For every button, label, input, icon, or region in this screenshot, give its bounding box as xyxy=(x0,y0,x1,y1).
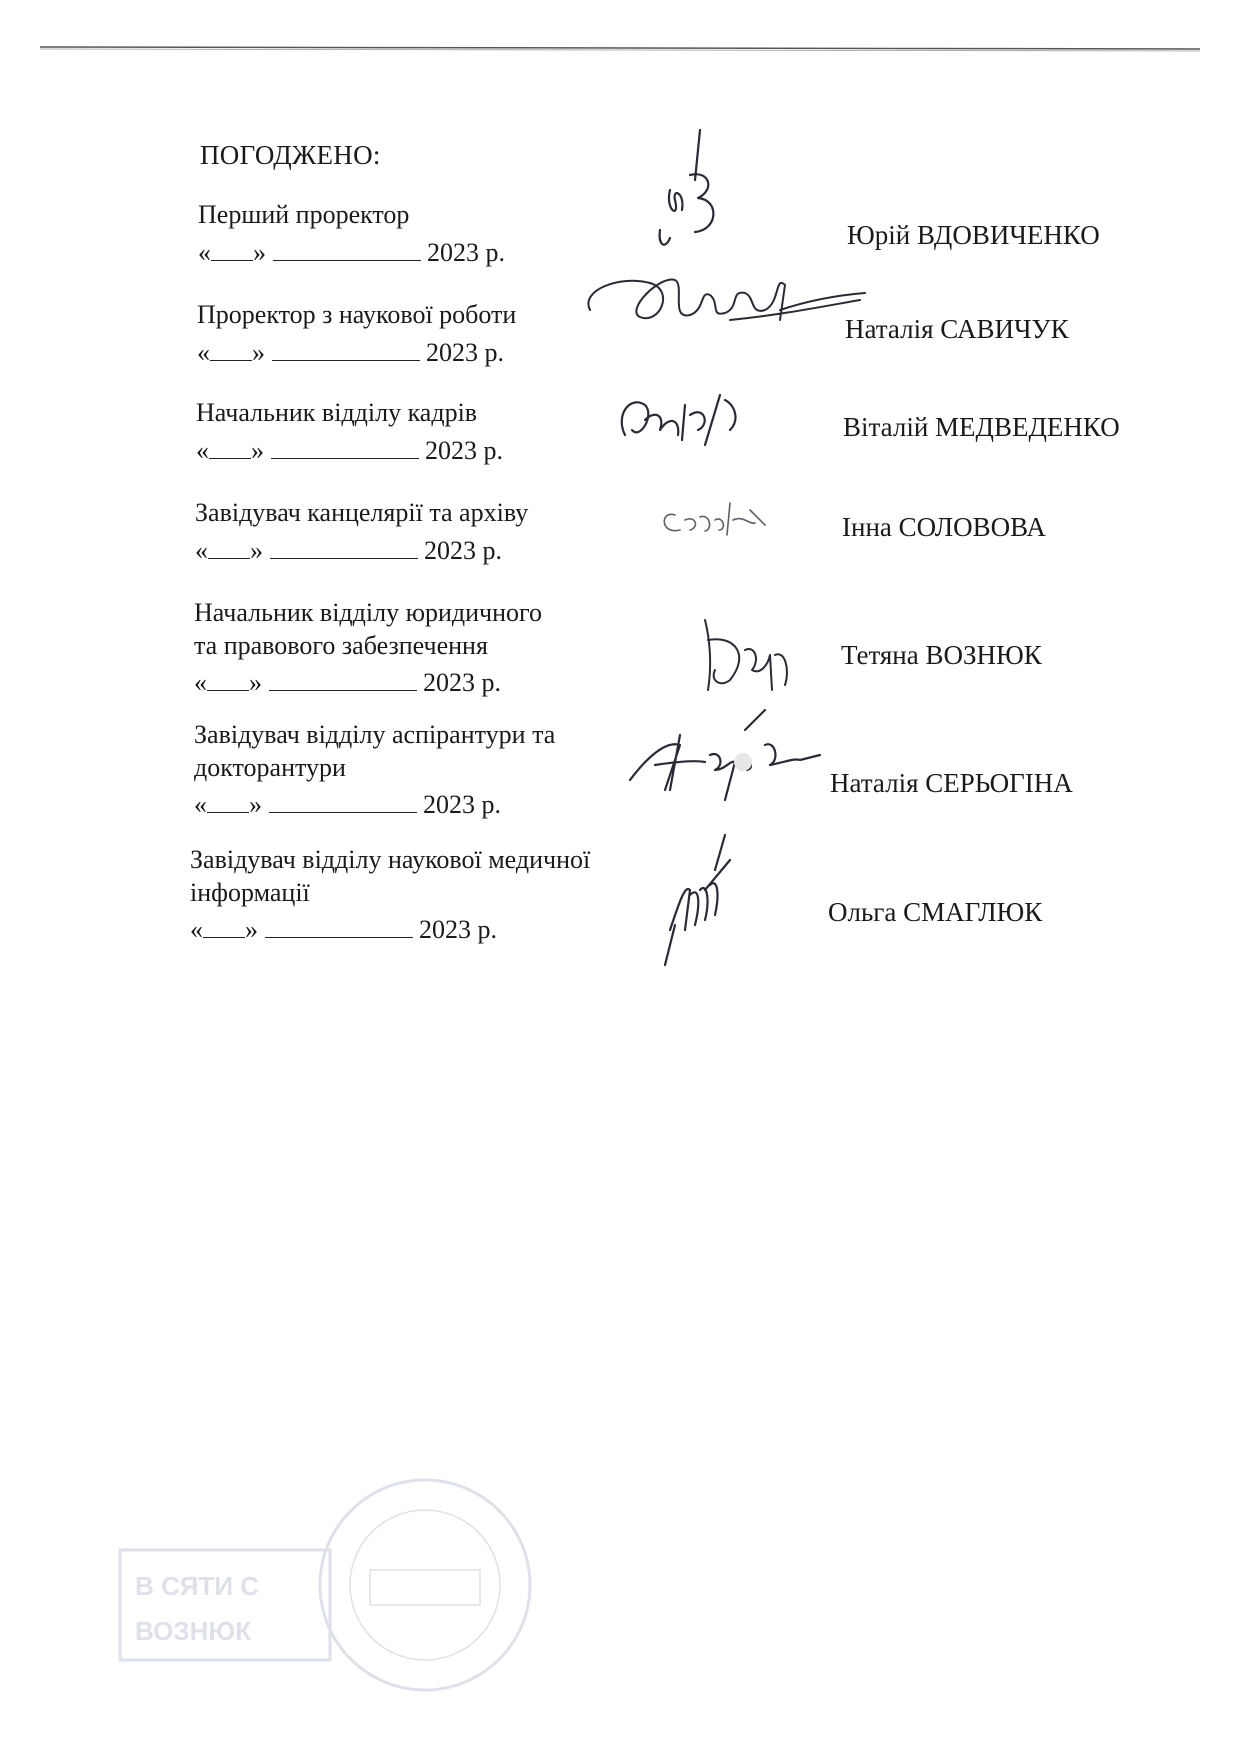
date-open-quote: « xyxy=(196,436,209,465)
signatory-name: Тетяна ВОЗНЮК xyxy=(841,640,1042,670)
signature-smahliuk xyxy=(655,830,745,970)
signatory-name: Юрій ВДОВИЧЕНКО xyxy=(847,220,1100,250)
role-title-line-1: Завідувач відділу наукової медичної xyxy=(190,845,591,874)
signatory-name: Ольга СМАГЛЮК xyxy=(828,897,1043,927)
day-blank xyxy=(210,338,252,361)
date-close-quote: » xyxy=(249,790,262,819)
date-open-quote: « xyxy=(197,338,210,367)
role-title-line-2: та правового забезпечення xyxy=(194,631,488,660)
date-line xyxy=(197,338,504,368)
month-blank xyxy=(272,338,420,361)
round-seal-center xyxy=(370,1570,480,1605)
role-title: Начальник відділу кадрів xyxy=(196,398,478,427)
signatory-name: Інна СОЛОВОВА xyxy=(842,512,1046,542)
date-line xyxy=(195,536,502,566)
stamp-box-line-2: ВОЗНЮК xyxy=(135,1616,252,1646)
signature-savychuk xyxy=(580,255,870,345)
date-year: 2023 р. xyxy=(419,915,497,944)
date-year: 2023 р. xyxy=(424,536,502,565)
role-title-line-1: Завідувач відділу аспірантури та xyxy=(194,720,556,749)
date-close-quote: » xyxy=(252,338,265,367)
date-year: 2023 р. xyxy=(423,790,501,819)
date-year: 2023 р. xyxy=(423,668,501,697)
day-blank xyxy=(209,436,251,459)
role-title-line-2: докторантури xyxy=(194,753,346,782)
role-title: Завідувач канцелярії та архіву xyxy=(195,498,529,527)
date-open-quote: « xyxy=(194,790,207,819)
date-close-quote: » xyxy=(251,436,264,465)
role-title: Перший проректор xyxy=(198,200,410,229)
approval-heading: ПОГОДЖЕНО: xyxy=(200,140,381,170)
date-close-quote: » xyxy=(253,238,266,267)
date-open-quote: « xyxy=(194,668,207,697)
signatory-name: Наталія СЕРЬОГІНА xyxy=(830,768,1073,798)
month-blank xyxy=(269,668,417,691)
date-line xyxy=(194,790,501,820)
day-blank xyxy=(208,536,250,559)
date-line xyxy=(198,238,505,268)
top-border-rule xyxy=(40,44,1200,52)
role-title: Проректор з наукової роботи xyxy=(197,300,517,329)
official-stamp xyxy=(115,1470,595,1710)
month-blank xyxy=(265,915,413,938)
date-line xyxy=(190,915,497,945)
date-line xyxy=(196,436,503,466)
day-blank xyxy=(211,238,253,261)
date-year: 2023 р. xyxy=(426,338,504,367)
date-line xyxy=(194,668,501,698)
signature-vdovychenko xyxy=(640,120,740,260)
month-blank xyxy=(273,238,421,261)
role-title-line-2: інформації xyxy=(190,878,310,907)
role-title-line-1: Начальник відділу юридичного xyxy=(194,598,543,627)
month-blank xyxy=(271,436,419,459)
date-open-quote: « xyxy=(198,238,211,267)
signature-medvedenko xyxy=(610,385,760,460)
round-seal-outer xyxy=(320,1480,530,1690)
stamp-box-line-1: B CЯТИ C xyxy=(135,1571,260,1601)
day-blank xyxy=(207,668,249,691)
month-blank xyxy=(269,790,417,813)
signature-solovova xyxy=(655,495,775,545)
date-close-quote: » xyxy=(250,536,263,565)
round-seal-inner xyxy=(350,1510,500,1660)
date-year: 2023 р. xyxy=(427,238,505,267)
signature-serohina xyxy=(625,700,825,810)
date-year: 2023 р. xyxy=(425,436,503,465)
month-blank xyxy=(270,536,418,559)
day-blank xyxy=(207,790,249,813)
date-close-quote: » xyxy=(249,668,262,697)
signatory-name: Наталія САВИЧУК xyxy=(845,314,1069,344)
date-open-quote: « xyxy=(195,536,208,565)
date-open-quote: « xyxy=(190,915,203,944)
signatory-name: Віталій МЕДВЕДЕНКО xyxy=(843,412,1120,442)
signature-vozniuk xyxy=(690,610,800,700)
date-close-quote: » xyxy=(245,915,258,944)
day-blank xyxy=(203,915,245,938)
